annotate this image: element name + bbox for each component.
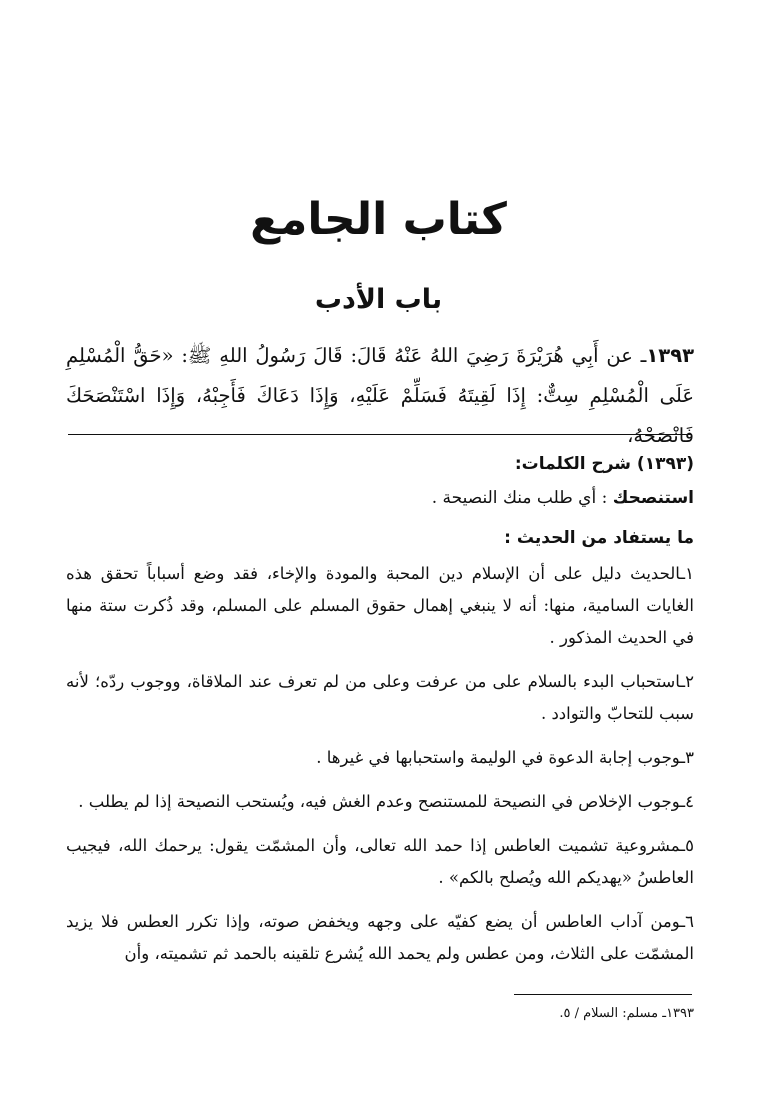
- hadith-body: ـ عن أَبِي هُرَيْرَةَ رَضِيَ اللهُ عَنْهُ قَالَ: قَالَ رَسُولُ اللهِ ﷺ: «حَقُّ الْمُسْلِمِ عَلَى الْمُسْلِمِ سِتٌّ: إِذَا لَقِيتَهُ فَسَلِّمْ عَلَيْهِ، وَإِذَا دَعَاكَ فَأَجِبْهُ، وَإِذَا اسْتَنْصَحَكَ فَانْصَحْهُ،: [66, 344, 694, 447]
- vocab-term: استنصحك: [612, 488, 694, 508]
- benefits-heading: ما يستفاد من الحديث :: [504, 528, 694, 548]
- benefit-item: ٣ـوجوب إجابة الدعوة في الوليمة واستحبابها في غيرها .: [316, 748, 694, 767]
- benefit-item: ٥ـمشروعية تشميت العاطس إذا حمد الله تعالى، وأن المشمّت يقول: يرحمك الله، فيجيب العاطسُ «يهديكم الله ويُصلح بالكم» .: [66, 836, 694, 887]
- vocab-entry: [66, 484, 694, 512]
- benefit-item: ١ـالحديث دليل على أن الإسلام دين المحبة والمودة والإخاء، فقد وضع أسباباً تحقق هذه الغايات السامية، منها: أنه لا ينبغي إهمال حقوق المسلم على المسلم، وقد ذُكرت ستة منها في الحديث المذكور .: [66, 564, 694, 647]
- benefit-item: ٤ـوجوب الإخلاص في النصيحة للمستنصح وعدم الغش فيه، ويُستحب النصيحة إذا لم يطلب .: [78, 792, 694, 811]
- benefit-item: ٢ـاستحباب البدء بالسلام على من عرفت وعلى من لم تعرف عند الملاقاة، ووجوب ردّه؛ لأنه سبب للتحابّ والتوادد .: [66, 672, 694, 723]
- benefit-item: ٦ـومن آداب العاطس أن يضع كفيّه على وجهه ويخفض صوته، وإذا تكرر العطس فلا يزيد المشمّت على الثلاث، ومن عطس ولم يحمد الله يُشرع تلقينه بالحمد ثم تشميته، وأن: [66, 912, 694, 963]
- chapter-title: باب الأدب: [314, 284, 443, 315]
- footnote-divider: [514, 994, 692, 995]
- benefits-list: [66, 558, 694, 982]
- hadith-text: [66, 336, 694, 456]
- footnote: ١٣٩٣ـ مسلم: السلام / ٥.: [559, 1006, 694, 1021]
- book-title: كتاب الجامع: [250, 194, 507, 245]
- section-divider: [68, 434, 692, 435]
- vocab-heading: (١٣٩٣) شرح الكلمات:: [514, 454, 694, 474]
- vocab-definition: : أي طلب منك النصيحة .: [431, 488, 608, 508]
- hadith-number: ١٣٩٣: [646, 344, 694, 367]
